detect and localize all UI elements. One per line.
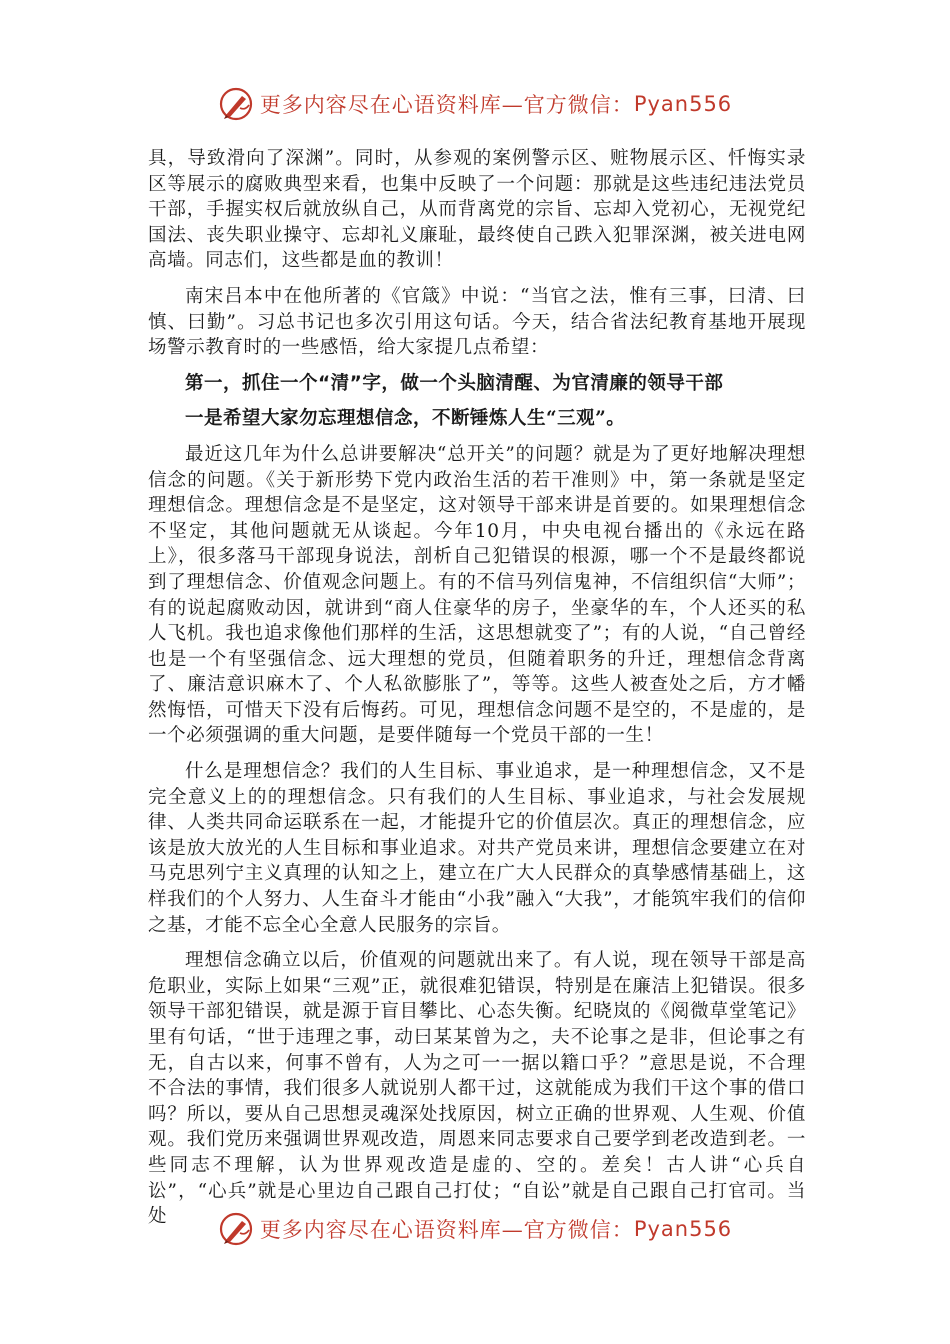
paragraph: 最近这几年为什么总讲要解决“总开关”的问题？就是为了更好地解决理想信念的问题。《关于新形势下党内政治生活的若干准则》中，第一条就是坚定理想信念。理想信念是不是坚定，这对领导干部来讲是首要的。如果理想信念不坚定，其他问题就无从谈起。今年10月，中央电视台播出的《永远在路上》，很多落马干部现身说法，剖析自己犯错误的根源，哪一个不是最终都说到了理想信念、价值观念问题上。有的不信马列信鬼神，不信组织信“大师”；有的说起腐败动因，就讲到“商人住豪华的房子，坐豪华的车，个人还买的私人飞机。我也追求像他们那样的生活，这思想就变了”；有的人说，“自己曾经也是一个有坚强信念、远大理想的党员，但随着职务的升迁，理想信念背离了、廉洁意识麻木了、个人私欲膨胀了”，等等。这些人被查处之后，方才幡然悔悟，可惜天下没有后悔药。可见，理想信念问题不是空的，不是虚的，是一个必须强调的重大问题，是要伴随每一个党员干部的一生！: [148, 443, 806, 747]
header-banner: [0, 84, 950, 124]
pen-logo-icon: [218, 1211, 254, 1247]
document-body: [148, 146, 806, 1230]
banner-text: 更多内容尽在心语资料库—官方微信：: [259, 93, 634, 117]
pen-logo-icon: [218, 86, 254, 122]
subsection-heading: 一是希望大家勿忘理想信念，不断锤炼人生“三观”。: [185, 408, 626, 430]
paragraph: 具，导致滑向了深渊”。同时，从参观的案例警示区、赃物展示区、忏悔实录区等展示的腐败典型来看，也集中反映了一个问题：那就是这些违纪违法党员干部，手握实权后就放纵自己，从而背离党的宗旨、忘却入党初心，无视党纪国法、丧失职业操守、忘却礼义廉耻，最终使自己跌入犯罪深渊，被关进电网高墙。同志们，这些都是血的教训！: [148, 148, 806, 272]
paragraph: 理想信念确立以后，价值观的问题就出来了。有人说，现在领导干部是高危职业，实际上如果“三观”正，就很难犯错误，特别是在廉洁上犯错误。很多领导干部犯错误，就是源于盲目攀比、心态失衡。纪晓岚的《阅微草堂笔记》里有句话，“世于违理之事，动曰某某曾为之，夫不论事之是非，但论事之有无，自古以来，何事不曾有，人为之可一一据以籍口乎？”意思是说，不合理不合法的事情，我们很多人就说别人都干过，这就能成为我们干这个事的借口吗？所以，要从自己思想灵魂深处找原因，树立正确的世界观、人生观、价值观。我们党历来强调世界观改造，周恩来同志要求自己要学到老改造到老。一些同志不理解，认为世界观改造是虚的、空的。差矣！古人讲“心兵自讼”，“心兵”就是心里边自己跟自己打仗；“自讼”就是自己跟自己打官司。当处: [148, 950, 806, 1228]
banner-text: 更多内容尽在心语资料库—官方微信：: [259, 1218, 634, 1242]
footer-banner: [0, 1209, 950, 1249]
banner-wechat-id: Pyan556: [633, 92, 733, 116]
banner-wechat-id: Pyan556: [633, 1217, 733, 1241]
paragraph: 什么是理想信念？我们的人生目标、事业追求，是一种理想信念，又不是完全意义上的的理想信念。只有我们的人生目标、事业追求，与社会发展规律、人类共同命运联系在一起，才能提升它的价值层次。真正的理想信念，应该是放大放光的人生目标和事业追求。对共产党员来讲，理想信念要建立在对马克思列宁主义真理的认知之上，建立在广大人民群众的真挚感情基础上，这样我们的个人努力、人生奋斗才能由“小我”融入“大我”，才能筑牢我们的信仰之基，才能不忘全心全意人民服务的宗旨。: [148, 761, 806, 936]
paragraph: 南宋吕本中在他所著的《官箴》中说：“当官之法，惟有三事，曰清、曰慎、曰勤”。习总书记也多次引用这句话。今天，结合省法纪教育基地开展现场警示教育时的一些感悟，给大家提几点希望：: [148, 285, 806, 359]
section-heading: 第一，抓住一个“清”字，做一个头脑清醒、为官清廉的领导干部: [185, 372, 724, 394]
